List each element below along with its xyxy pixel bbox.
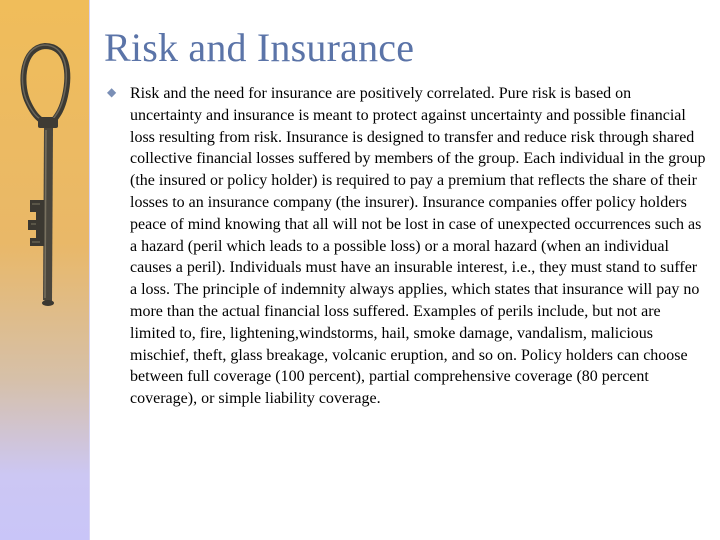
bullet-body-text: Risk and the need for insurance are positively correlated. Pure risk is based on uncertainty and insurance is meant to protect against uncertainty and possible financial loss resulting from risk. Insurance is designed to transfer and reduce risk through shared collective financial losses suffered by members of the group. Each individual in the group (the insured or policy holder) is required to pay a premium that reflects the share of their losses to an insurance company (the insurer). Insurance companies offer policy holders peace of mind knowing that all will not be lost in case of unexpected occurrences such as a hazard (peril which leads to a possible loss) or a moral hazard (when an individual causes a peril). Individuals must have an insurable interest, i.e., they must stand to suffer a loss. The principle of indemnity always applies, which states that insurance will pay no more than the actual financial loss suffered. Examples of perils include, but not are limited to, fire, lightening,windstorms, hail, smoke damage, vandalism, malicious mischief, theft, glass breakage, volcanic eruption, and so on. Policy holders can choose between full coverage (100 percent), partial comprehensive coverage (80 percent coverage), or simple liability coverage. (130, 85, 706, 408)
slide-title: Risk and Insurance (104, 25, 415, 70)
bullet-diamond-icon: ◆ (107, 85, 117, 99)
antique-key-icon (0, 0, 100, 330)
